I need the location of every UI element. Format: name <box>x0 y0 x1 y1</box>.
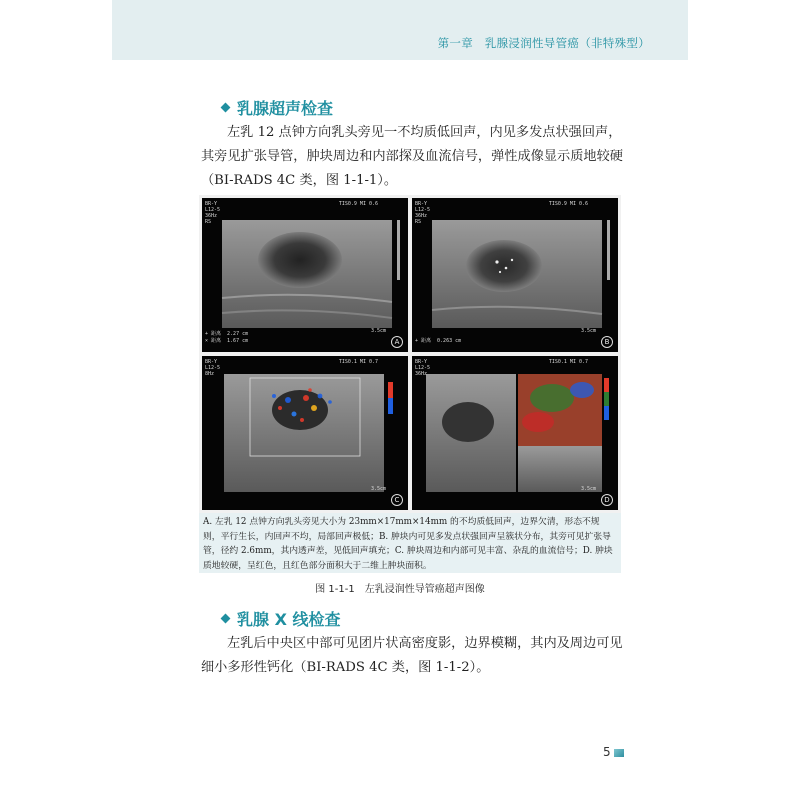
panel-a-header-left: BR-Y L12-5 36Hz RS <box>205 201 221 225</box>
header-band <box>112 0 688 60</box>
ultrasound-panel-c <box>202 356 408 510</box>
panel-b-header-right: TIS0.9 MI 0.6 <box>548 201 588 207</box>
section-heading-ultrasound <box>222 96 333 119</box>
ultrasound-paragraph-block <box>201 121 629 193</box>
panel-a-header-right: TIS0.9 MI 0.6 <box>338 201 378 207</box>
panel-d-header-right: TIS0.1 MI 0.7 <box>548 359 588 365</box>
panel-a-depth: 3.5cm <box>370 328 386 334</box>
panel-d-depth: 3.5cm <box>580 486 596 492</box>
panel-b-label: B <box>601 336 613 348</box>
page-marker-icon <box>614 749 624 757</box>
mammography-paragraph: 左乳后中央区中部可见团片状高密度影，边界模糊，其内及周边可见细小多形性钙化（BI-RADS 4C 类，图 1-1-2）。 <box>201 636 623 675</box>
panel-d-header-left: BR-Y L12-5 36Hz <box>415 359 431 377</box>
panel-b-measure: + 距离 0.263 cm <box>415 338 462 344</box>
panel-c-header-right: TIS0.1 MI 0.7 <box>338 359 378 365</box>
ultrasound-paragraph: 左乳 12 点钟方向乳头旁见一不均质低回声，内见多发点状强回声，其旁见扩张导管，肿块周边和内部探及血流信号，弹性成像显示质地较硬（BI-RADS 4C 类，图 1-1-1）。 <box>201 125 623 188</box>
section-heading-mammography <box>222 607 340 630</box>
ultrasound-panel-d <box>412 356 618 510</box>
ultrasound-panel-a <box>202 198 408 352</box>
figure-caption: A. 左乳 12 点钟方向乳头旁见大小为 23mm×17mm×14mm 的不均质低回声，边界欠清，形态不规则，平行生长，内回声不均，局部回声极低；B. 肿块内可见多发点状强回声呈簇状分布，其旁可见扩张导管，径约 2.6mm，其内透声差，见低回声填充；C. 肿块周边和内部可见丰富、杂乱的血流信号；D. 肿块质地较硬，呈红色，且红色部分面积大于二维上肿块面积。 <box>203 517 613 571</box>
panel-c-header-left: BR-Y L12-5 8Hz <box>205 359 221 377</box>
section-heading-text: 乳腺 X 线检查 <box>237 610 341 629</box>
panel-b-depth: 3.5cm <box>580 328 596 334</box>
diamond-bullet-icon <box>221 103 231 113</box>
ultrasound-panel-b <box>412 198 618 352</box>
panel-a-label: A <box>391 336 403 348</box>
chapter-title: 第一章 乳腺浸润性导管癌（非特殊型） <box>437 36 650 50</box>
panel-c-depth: 3.5cm <box>370 486 386 492</box>
panel-a-measure: + 距离 2.27 cm × 距离 1.67 cm <box>205 331 249 344</box>
figure-title: 图 1-1-1 左乳浸润性导管癌超声图像 <box>315 584 485 595</box>
diamond-bullet-icon <box>221 614 231 624</box>
panel-d-label: D <box>601 494 613 506</box>
panel-b-header-left: BR-Y L12-5 36Hz RS <box>415 201 431 225</box>
page-number: 5 <box>603 745 611 759</box>
panel-c-label: C <box>391 494 403 506</box>
section-heading-text: 乳腺超声检查 <box>237 99 334 118</box>
mammography-paragraph-block <box>201 632 629 680</box>
ultrasound-figure <box>199 195 621 513</box>
